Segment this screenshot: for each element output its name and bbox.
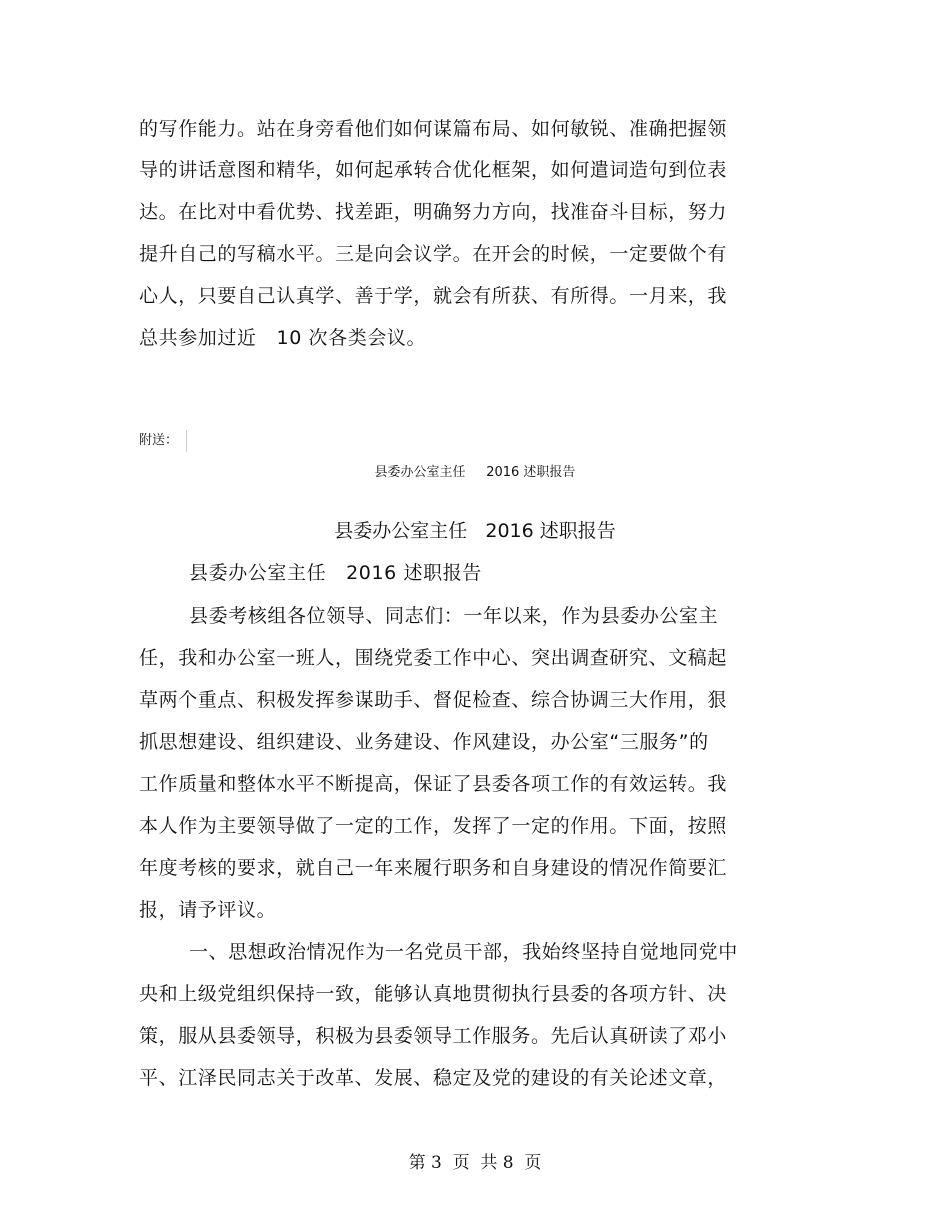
attachment-label: 附送： — [139, 433, 179, 448]
text-line: 工作质量和整体水平不断提高，保证了县委各项工作的有效运转。我 — [139, 773, 728, 795]
text-line: 总共参加过近 10 次各类会议。 — [139, 327, 427, 349]
text-line: 任，我和办公室一班人，围绕党委工作中心、突出调查研究、文稿起 — [139, 647, 728, 669]
text-line: 达。在比对中看优势、找差距，明确努力方向，找准奋斗目标，努力 — [139, 201, 728, 223]
text-line: 心人，只要自己认真学、善于学，就会有所获、有所得。一月来，我 — [139, 285, 728, 307]
text-line: 央和上级党组织保持一致，能够认真地贯彻执行县委的各项方针、决 — [139, 983, 728, 1005]
page-footer: 第 3 页 共 8 页 — [408, 1153, 542, 1173]
text-line: 策，服从县委领导，积极为县委领导工作服务。先后认真研读了邓小 — [139, 1025, 728, 1047]
text-line: 的写作能力。站在身旁看他们如何谋篇布局、如何敏锐、准确把握领 — [139, 118, 728, 140]
text-line: 抓思想建设、组织建设、业务建设、作风建设，办公室“三服务”的 — [139, 731, 709, 753]
text-line: 县委考核组各位领导、同志们：一年以来，作为县委办公室主 — [189, 605, 719, 627]
attachment-divider — [186, 430, 187, 452]
text-line: 本人作为主要领导做了一定的工作，发挥了一定的作用。下面，按照 — [139, 815, 728, 837]
text-line: 一、思想政治情况作为一名党员干部，我始终坚持自觉地同党中 — [189, 941, 738, 963]
attachment-title: 县委办公室主任 2016 述职报告 — [374, 465, 576, 480]
text-line: 年度考核的要求，就自己一年来履行职务和自身建设的情况作简要汇 — [139, 857, 728, 879]
text-line: 平、江泽民同志关于改革、发展、稳定及党的建设的有关论述文章， — [139, 1067, 728, 1089]
text-line: 草两个重点、积极发挥参谋助手、督促检查、综合协调三大作用，狠 — [139, 689, 728, 711]
text-line: 导的讲话意图和精华，如何起承转合优化框架，如何遣词造句到位表 — [139, 159, 728, 181]
report-subtitle: 县委办公室主任 2016 述职报告 — [189, 562, 482, 584]
text-line: 报，请予评议。 — [139, 899, 277, 921]
report-title: 县委办公室主任 2016 述职报告 — [334, 520, 616, 542]
text-line: 提升自己的写稿水平。三是向会议学。在开会的时候，一定要做个有 — [139, 243, 728, 265]
